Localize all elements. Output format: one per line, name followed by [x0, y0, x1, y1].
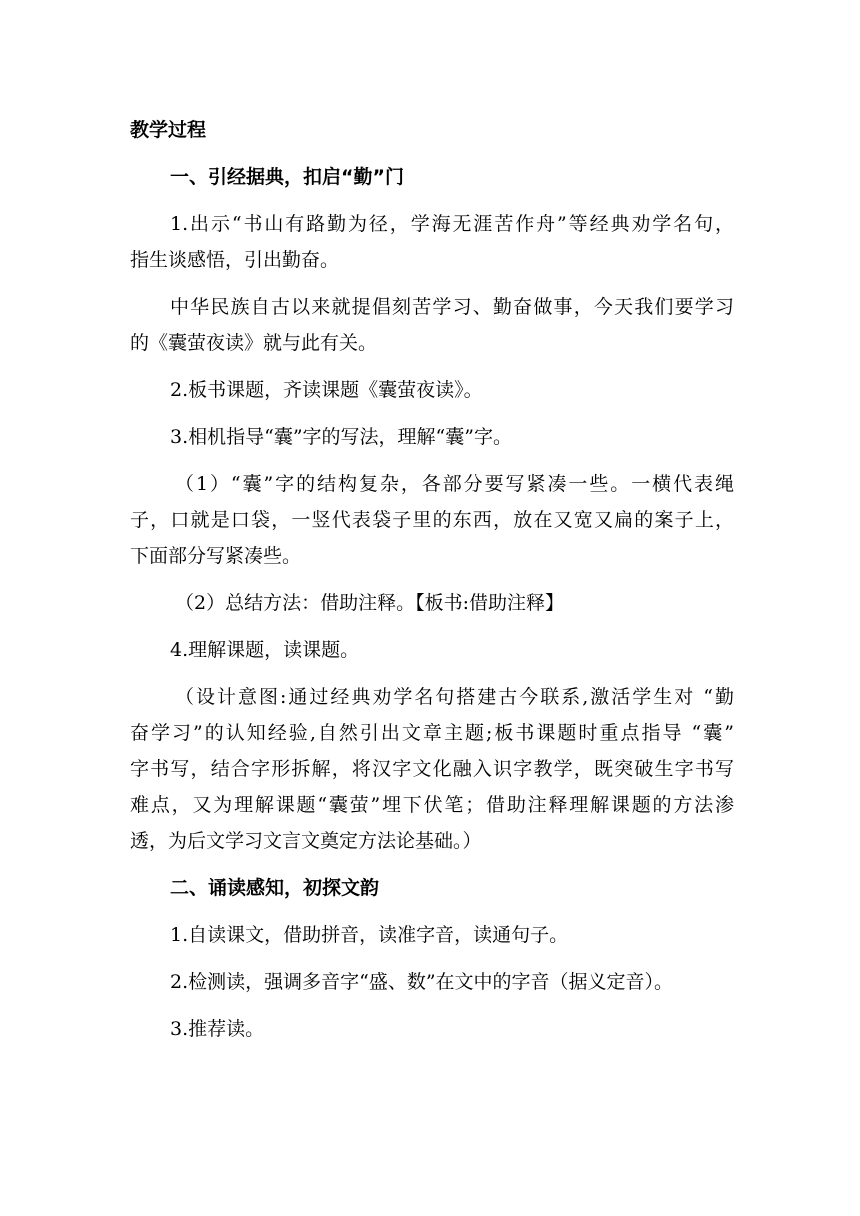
- section1-paragraph: [130, 289, 734, 361]
- section2-item3: 3.推荐读。: [170, 1018, 265, 1040]
- design-intent-line5: 透，为后文学习文言文奠定方法论基础。）: [130, 830, 482, 852]
- section1-paragraph-line2: 的《囊萤夜读》就与此有关。: [130, 332, 378, 354]
- design-intent: [130, 679, 734, 859]
- section1-item3: 3.相机指导“囊”字的写法，理解“囊”字。: [170, 426, 512, 448]
- section1-item1: [130, 206, 734, 278]
- section1-item1-line2: 指生谈感悟，引出勤奋。: [130, 249, 340, 271]
- document-title: 教学过程: [130, 119, 207, 141]
- section1-paragraph-line1: 中华民族自古以来就提倡刻苦学习、勤奋做事，今天我们要学习: [170, 296, 734, 318]
- section1-sub2: （2）总结方法：借助注释。【板书:借助注释】: [175, 592, 564, 614]
- section1-item2: 2.板书课题，齐读课题《囊萤夜读》。: [170, 379, 483, 401]
- section1-sub1-line3: 下面部分写紧凑些。: [130, 545, 302, 567]
- section1-sub1: [130, 466, 734, 574]
- design-intent-line3: 字书写，结合字形拆解，将汉字文化融入识字教学，既突破生字书写: [130, 758, 734, 780]
- section2-heading: 二、诵读感知，初探文韵: [170, 877, 380, 899]
- section1-sub1-line1: （1）“囊”字的结构复杂，各部分要写紧凑一些。一横代表绳: [175, 473, 734, 495]
- document-page: [130, 112, 734, 1058]
- section2-item2: 2.检测读，强调多音字“盛、数”在文中的字音（据义定音）。: [170, 971, 674, 993]
- design-intent-line4: 难点，又为理解课题“囊萤”埋下伏笔；借助注释理解课题的方法渗: [130, 794, 734, 816]
- section1-item4: 4.理解课题，读课题。: [170, 639, 360, 661]
- section2-item1: 1.自读课文，借助拼音，读准字音，读通句子。: [170, 924, 569, 946]
- design-intent-line1: （设计意图:通过经典劝学名句搭建古今联系,激活学生对 “勤: [175, 686, 734, 708]
- section1-sub1-line2: 子，口就是口袋，一竖代表袋子里的东西，放在又宽又扁的案子上，: [130, 509, 734, 531]
- section1-item1-line1: 1.出示“书山有路勤为径，学海无涯苦作舟”等经典劝学名句，: [170, 213, 734, 235]
- design-intent-line2: 奋学习”的认知经验,自然引出文章主题;板书课题时重点指导 “囊”: [130, 722, 734, 744]
- section1-heading: 一、引经据典，扣启“勤”门: [170, 166, 404, 188]
